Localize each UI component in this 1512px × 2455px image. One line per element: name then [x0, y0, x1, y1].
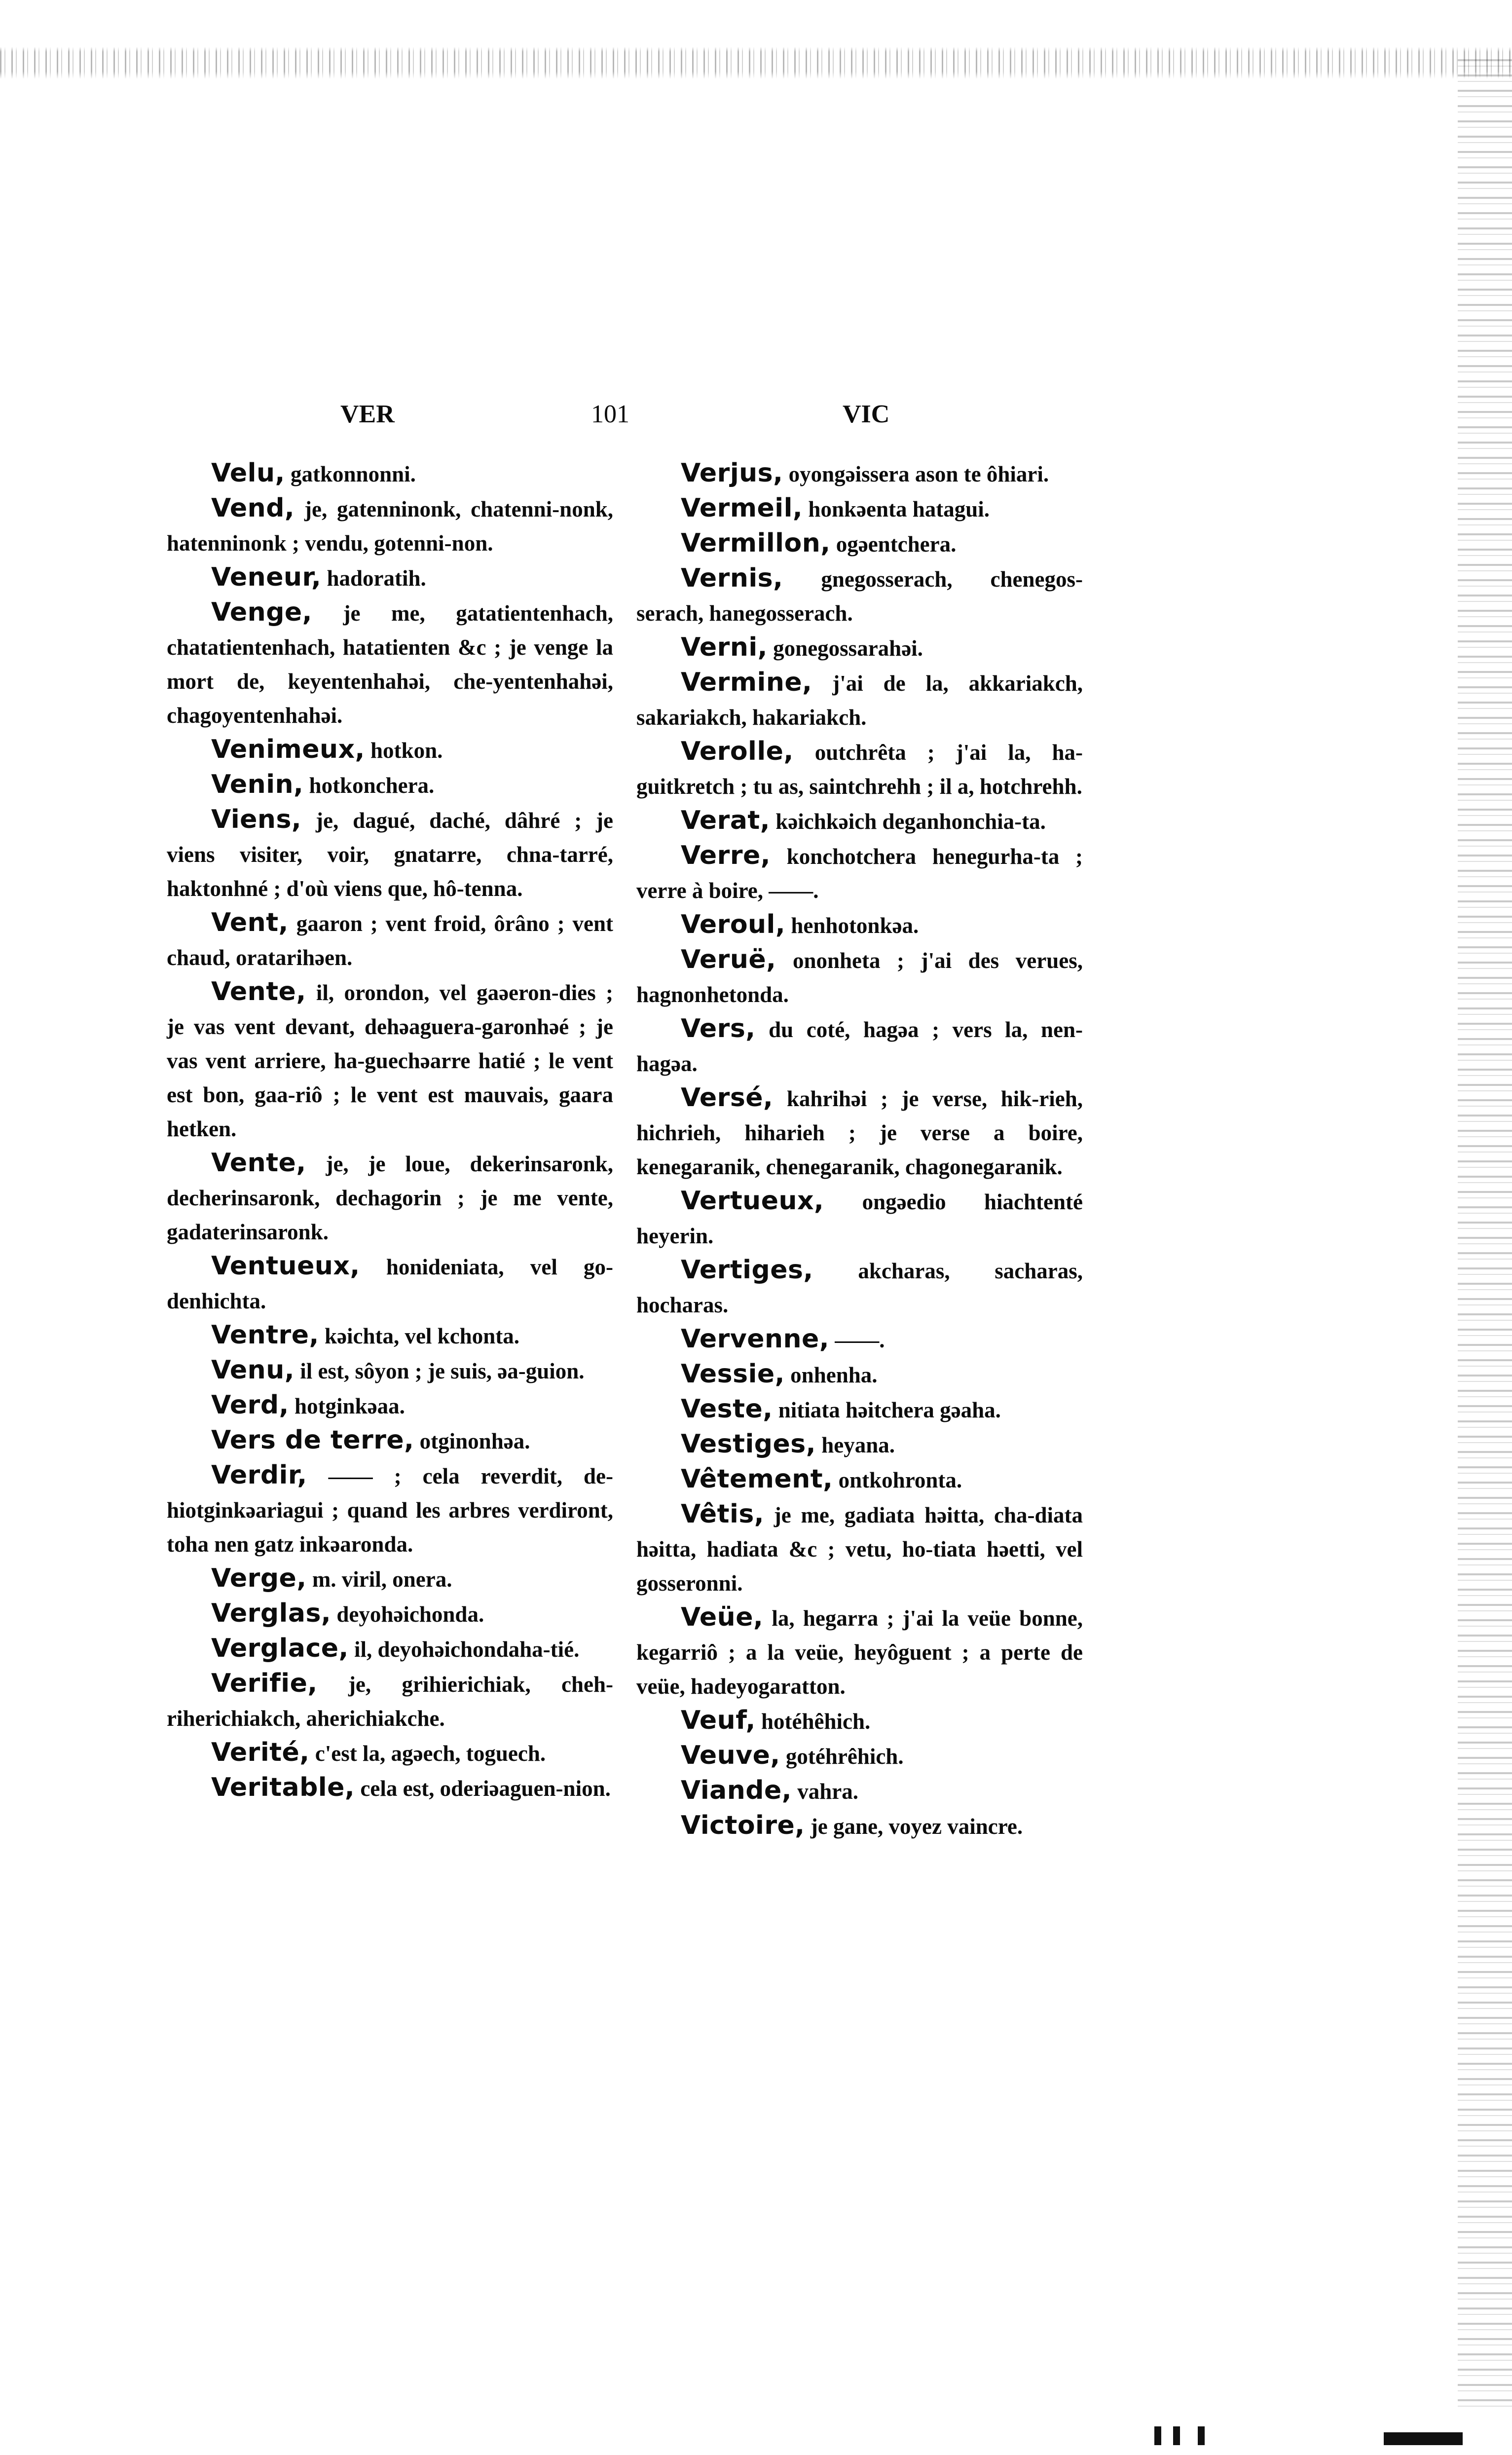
entry-definition: ongəedio hiachtenté heyerin.: [636, 1190, 1083, 1248]
left-column: [167, 456, 613, 1806]
entry-definition: ontkohronta.: [838, 1468, 962, 1492]
dictionary-entry: [636, 491, 1083, 526]
dictionary-entry: [636, 1392, 1083, 1427]
entry-headword: Verjus,: [681, 458, 783, 488]
entry-definition: hotkonchera.: [309, 773, 435, 798]
dictionary-entry: [636, 526, 1083, 561]
entry-definition: kəichkəich deganhonchia-ta.: [775, 809, 1046, 834]
dictionary-entry: [167, 1353, 613, 1388]
entry-definition: kahrihəi ; je verse, hik-rieh, hichrieh, hiharieh ; je verse a boire, kenegaranik, chenegaranik, chagonegaranik.: [636, 1086, 1083, 1179]
entry-headword: Verni,: [681, 632, 768, 662]
entry-headword: Vernis,: [681, 563, 783, 593]
entry-definition: m. viril, onera.: [312, 1567, 452, 1592]
entry-headword: Vessie,: [681, 1359, 785, 1389]
entry-definition: cela est, oderiəaguen-nion.: [360, 1776, 611, 1801]
entry-headword: Victoire,: [681, 1811, 805, 1840]
dictionary-entry: [636, 943, 1083, 1012]
entry-headword: Vermine,: [681, 668, 812, 697]
header-right: VIC: [843, 400, 890, 428]
dictionary-entry: [167, 491, 613, 560]
entry-headword: Verifie,: [211, 1669, 318, 1698]
entry-definition: je, je loue, dekerinsaronk, decherinsaronk, dechagorin ; je me vente, gadaterinsaronk.: [167, 1152, 614, 1244]
entry-definition: outchrêta ; j'ai la, ha-guitkretch ; tu as, saintchrehh ; il a, hotchrehh.: [636, 740, 1083, 799]
right-column: [636, 456, 1083, 1844]
entry-definition: gaaron ; vent froid, ôrâno ; vent chaud, oratarihəen.: [167, 911, 613, 970]
entry-definition: j'ai de la, akkariakch, sakariakch, hakariakch.: [636, 671, 1083, 730]
dictionary-entry: [636, 1357, 1083, 1392]
dictionary-entry: [636, 1322, 1083, 1357]
entry-headword: Vermillon,: [681, 528, 831, 558]
entry-definition: je gane, voyez vaincre.: [810, 1814, 1023, 1839]
entry-definition: honkəenta hatagui.: [808, 497, 990, 521]
dictionary-entry: [636, 666, 1083, 735]
dictionary-entry: [167, 595, 613, 733]
entry-definition: la, hegarra ; j'ai la veüe bonne, kegarriô ; a la veüe, heyôguent ; a perte de veüe, hadeyogaratton.: [636, 1606, 1083, 1699]
entry-definition: hotginkəaa.: [295, 1394, 405, 1418]
entry-headword: Veuve,: [681, 1741, 780, 1770]
dictionary-entry: [636, 1774, 1083, 1809]
header-left: VER: [340, 400, 395, 428]
entry-definition: ononheta ; j'ai des verues, hagnonhetonda.: [636, 948, 1083, 1007]
entry-definition: hotkon.: [370, 738, 443, 763]
entry-headword: Verre,: [681, 841, 771, 870]
dictionary-entry: [167, 1597, 613, 1632]
entry-definition: c'est la, agəech, toguech.: [315, 1741, 546, 1766]
entry-headword: Ventueux,: [211, 1251, 360, 1281]
dictionary-entry: [167, 975, 613, 1146]
dictionary-entry: [636, 1427, 1083, 1462]
entry-definition: —— ; cela reverdit, de-hiotginkəariagui ; quand les arbres verdiront, toha nen gatz inkəaronda.: [167, 1464, 614, 1557]
entry-definition: henhotonkəa.: [791, 913, 919, 938]
entry-headword: Vertueux,: [681, 1186, 824, 1216]
entry-headword: Vers,: [681, 1014, 756, 1043]
scan-mark: [1384, 2432, 1463, 2445]
entry-headword: Vertiges,: [681, 1255, 813, 1285]
entry-definition: honideniata, vel go-denhichta.: [167, 1255, 613, 1313]
entry-headword: Vêtement,: [681, 1464, 833, 1494]
entry-headword: Vente,: [211, 1148, 306, 1178]
dictionary-entry: [167, 1562, 613, 1597]
entry-headword: Viande,: [681, 1776, 792, 1805]
entry-headword: Vestiges,: [681, 1429, 816, 1459]
entry-definition: je, grihierichiak, cheh-riherichiakch, aherichiakche.: [167, 1672, 613, 1731]
entry-headword: Verglas,: [211, 1599, 332, 1628]
entry-definition: gnegosserach, chenegos-serach, hanegosserach.: [636, 567, 1083, 626]
dictionary-entry: [636, 1739, 1083, 1774]
entry-headword: Venin,: [211, 770, 304, 799]
entry-definition: du coté, hagəa ; vers la, nen-hagəa.: [636, 1017, 1083, 1076]
dictionary-entry: [636, 1809, 1083, 1844]
entry-definition: nitiata həitchera gəaha.: [778, 1398, 1001, 1422]
dictionary-entry: [167, 1632, 613, 1667]
entry-headword: Vente,: [211, 977, 306, 1006]
entry-definition: gonegossarahəi.: [773, 636, 923, 661]
entry-headword: Veruë,: [681, 945, 776, 974]
dictionary-entry: [167, 1458, 613, 1562]
entry-definition: il, orondon, vel gaəeron-dies ; je vas vent devant, dehəaguera-garonhəé ; je vas vent arriere, ha-guechəarre hatié ; le vent est bon, gaa-riô ; le vent est mauvais, gaara hetken.: [167, 980, 614, 1141]
entry-headword: Vervenne,: [681, 1324, 830, 1354]
entry-headword: Veste,: [681, 1394, 773, 1424]
dictionary-entry: [636, 1462, 1083, 1497]
entry-headword: Verd,: [211, 1390, 289, 1420]
scan-mark: [1173, 2426, 1180, 2445]
entry-definition: il est, sôyon ; je suis, əa-guion.: [300, 1359, 585, 1383]
entry-definition: vahra.: [797, 1779, 859, 1804]
dictionary-entry: [167, 560, 613, 595]
entry-headword: Vend,: [211, 493, 295, 523]
entry-definition: konchotchera henegurha-ta ; verre à boire, ——.: [636, 844, 1083, 903]
dictionary-entry: [167, 768, 613, 803]
entry-definition: il, deyohəichondaha-tié.: [354, 1637, 580, 1662]
entry-definition: gotéhrêhich.: [785, 1744, 904, 1769]
entry-headword: Viens,: [211, 805, 302, 834]
entry-headword: Veüe,: [681, 1602, 764, 1632]
entry-headword: Vers de terre,: [211, 1425, 414, 1455]
dictionary-entry: [167, 1388, 613, 1423]
entry-definition: deyohəichonda.: [336, 1602, 484, 1627]
dictionary-entry: [636, 561, 1083, 631]
dictionary-entry: [636, 1253, 1083, 1322]
entry-headword: Verglace,: [211, 1634, 349, 1663]
entry-headword: Verité,: [211, 1738, 310, 1767]
entry-headword: Veroul,: [681, 910, 786, 939]
dictionary-entry: [167, 1771, 613, 1806]
entry-headword: Verolle,: [681, 737, 794, 766]
entry-definition: akcharas, sacharas, hocharas.: [636, 1259, 1083, 1317]
dictionary-entry: [636, 839, 1083, 908]
scan-mark: [1198, 2426, 1205, 2445]
entry-definition: je, dagué, daché, dâhré ; je viens visiter, voir, gnatarre, chna-tarré, haktonhné ; d'où viens que, hô-tenna.: [167, 808, 613, 901]
entry-definition: gatkonnonni.: [291, 462, 416, 486]
dictionary-entry: [167, 1146, 613, 1249]
entry-headword: Venimeux,: [211, 735, 365, 764]
entry-headword: Ventre,: [211, 1320, 319, 1350]
entry-definition: je me, gatatientenhach, chatatientenhach, hatatienten &c ; je venge la mort de, keyentenhahəi, che-yentenhahəi, chagoyentenhahəi.: [167, 601, 614, 728]
dictionary-entry: [636, 1704, 1083, 1739]
dictionary-entry: [636, 631, 1083, 666]
entry-headword: Vêtis,: [681, 1499, 765, 1529]
page-number: 101: [591, 400, 629, 428]
dictionary-entry: [167, 1423, 613, 1458]
entry-definition: je me, gadiata həitta, cha-diata həitta, hadiata &c ; vetu, ho-tiata həetti, vel gosseronni.: [636, 1503, 1083, 1596]
entry-definition: heyana.: [821, 1433, 895, 1457]
entry-headword: Venu,: [211, 1355, 295, 1385]
entry-headword: Verge,: [211, 1563, 307, 1593]
dictionary-entry: [167, 1249, 613, 1318]
entry-headword: Veneur,: [211, 562, 322, 592]
entry-headword: Verat,: [681, 806, 771, 835]
entry-definition: otginonhəa.: [419, 1429, 530, 1453]
dictionary-entry: [167, 803, 613, 906]
dictionary-entry: [167, 456, 613, 491]
dictionary-entry: [167, 1318, 613, 1353]
dictionary-entry: [636, 735, 1083, 804]
entry-headword: Vent,: [211, 908, 289, 937]
dictionary-entry: [636, 908, 1083, 943]
dictionary-entry: [636, 1600, 1083, 1704]
entry-definition: ogəentchera.: [836, 532, 957, 557]
entry-definition: je, gatenninonk, chatenni-nonk, hatenninonk ; vendu, gotenni-non.: [167, 497, 613, 556]
entry-definition: hadoratih.: [327, 566, 426, 591]
dictionary-entry: [636, 804, 1083, 839]
entry-definition: hotéhêhich.: [761, 1709, 871, 1734]
entry-headword: Verdir,: [211, 1460, 307, 1490]
entry-headword: Veuf,: [681, 1706, 756, 1735]
dictionary-entry: [636, 1497, 1083, 1600]
entry-headword: Venge,: [211, 597, 312, 627]
running-header: [0, 400, 1512, 439]
dictionary-entry: [636, 1012, 1083, 1081]
dictionary-entry: [636, 456, 1083, 491]
entry-headword: Versé,: [681, 1083, 774, 1113]
dictionary-entry: [167, 733, 613, 768]
scan-mark: [1154, 2426, 1161, 2445]
dictionary-entry: [636, 1184, 1083, 1253]
entry-headword: Veritable,: [211, 1773, 355, 1802]
dictionary-entry: [167, 1667, 613, 1736]
entry-definition: kəichta, vel kchonta.: [324, 1324, 519, 1348]
entry-headword: Vermeil,: [681, 493, 803, 523]
dictionary-entry: [167, 906, 613, 975]
scan-noise-top: [0, 0, 1512, 79]
entry-definition: oyongəissera ason te ôhiari.: [788, 462, 1049, 486]
dictionary-entry: [636, 1081, 1083, 1184]
dictionary-entry: [167, 1736, 613, 1771]
entry-headword: Velu,: [211, 458, 285, 488]
entry-definition: ——.: [835, 1328, 885, 1352]
entry-definition: onhenha.: [790, 1363, 878, 1387]
